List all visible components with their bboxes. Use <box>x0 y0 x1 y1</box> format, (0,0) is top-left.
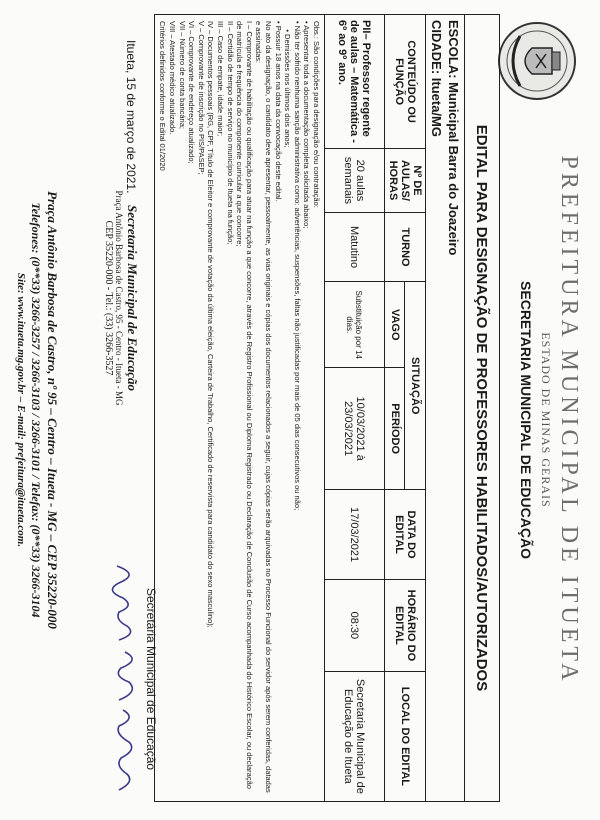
row-aulas: 20 aulas semanais <box>325 149 385 213</box>
header-conteudo: CONTEÚDO OU FUNÇÃO <box>385 15 426 149</box>
doc-item: V – Comprovante de inscrição no PIS/PASEP; <box>196 21 206 175</box>
criteria-note: Critérios definidos conforme o Edital 01/2020 <box>158 21 168 171</box>
row-periodo: 10/03/2021 à 23/03/2021 <box>325 368 385 490</box>
row-local-edital: Secretaria Municipal de Educação de Itueta <box>325 671 385 801</box>
stamp-line-3: CEP 35220-000 - Tel.: (33) 3266-3527 <box>103 220 114 376</box>
header-situacao: SITUAÇÃO <box>405 282 426 490</box>
stamp-line-1: Secretaria Municipal de Educação <box>125 205 140 391</box>
row-vago: Substituição por 14 dias. <box>325 282 385 368</box>
municipal-coat-of-arms-icon <box>494 18 580 104</box>
header-periodo: PERÍODO <box>385 368 406 490</box>
obs-item: • Possuir 18 anos na data da convocação deste edital. <box>273 21 283 202</box>
obs-item: • Não ter sofrido nenhuma sanção administrativa como: advertências, suspensões, faltas não justificadas por mais de 05 dias consecutivos ou não; <box>292 21 302 511</box>
prefeitura-title: PREFEITURA MUNICIPAL DE ITUETA <box>556 155 582 685</box>
school-block <box>426 15 465 802</box>
secretaria-label: SECRETARIA MUNICIPAL DE EDUCAÇÃO <box>518 281 534 559</box>
doc-item: I – Comprovante de habilitação ou qualificação para atuar na função a que concorre, através de Registro Profissional ou Diploma Registrado ou Declaração de Conclusão de Curso acompanhada do Histórico Escolar, ou declaração de matrícula e frequência do componente curricular a que concorre; <box>235 21 254 789</box>
institution-stamp <box>103 168 140 428</box>
footer-site: Site: www.itueta.mg.gov.br – E-mail: prefeitura@itueta.com. <box>15 272 27 548</box>
docs-intro: No ato da designação, o candidato deve apresentar, pessoalmente, as vias originais e cópias dos documentos relacionados a seguir, cujas cópias serão arquivadas no Processo Funcional do servidor após serem conferidas, datadas e assinadas: <box>254 21 274 793</box>
header-aulas: Nº DE AULAS/ HORAS <box>385 149 426 213</box>
page-footer <box>15 20 60 800</box>
doc-item: VII – Número de conta bancária; <box>177 21 187 129</box>
header-vago: VAGO <box>385 282 406 368</box>
obs-item: • Demissões nos últimos dois anos; <box>283 21 293 148</box>
obs-item: • Apresentar toda a documentação completa solicitada abaixo; <box>302 21 312 229</box>
observations-block <box>154 15 324 802</box>
header-turno: TURNO <box>385 212 426 282</box>
letterhead <box>518 110 582 730</box>
school-name: ESCOLA: Municipal Barra do Joazeiro <box>446 20 461 256</box>
edital-title: EDITAL PARA DESIGNAÇÃO DE PROFESSORES HABILITADOS/AUTORIZADOS <box>465 15 500 802</box>
doc-item: VI – Comprovante de endereço atualizado; <box>187 21 197 164</box>
handwritten-signature-icon <box>105 560 145 800</box>
row-turno: Matutino <box>325 212 385 282</box>
estado-label: ESTADO DE MINAS GERAIS <box>539 332 553 508</box>
date-line: Itueta, 15 de março de 2021. <box>124 40 138 194</box>
doc-item: VIII – Atestado médico atualizado. <box>168 21 178 135</box>
obs-intro: Obs.: São condições para designação e/ou contratação: <box>312 21 321 208</box>
footer-phones: Telefones: (0**33) 3266-3257 / 3266-3103 / 3266-3101 / Telefax: (0**33) 3266-3104 <box>29 202 43 618</box>
signer-role: Secretária Municipal de Educação <box>144 588 158 771</box>
doc-item: II – Certidão de tempo de serviço no município de Itueta na função; <box>225 21 235 245</box>
footer-address: Praça Antônio Barbosa de Castro, nº 95 – Centro – Itueta - MG – CEP 35220-000 <box>45 191 60 629</box>
stamp-line-2: Praça Antônio Barbosa de Castro, 95 - Centro - Itueta - MG <box>114 190 124 406</box>
row-data-edital: 17/03/2021 <box>325 490 385 580</box>
header-local-edital: LOCAL DO EDITAL <box>385 671 426 801</box>
row-horario-edital: 08:30 <box>325 579 385 671</box>
header-data-edital: DATA DO EDITAL <box>385 490 426 580</box>
doc-item: IV – Documentos pessoais (RG, CPF, Título de Eleitor e comprovante de votação da última eleição, Carteira de Trabalho, Certificado de reservista para candidato do sexo masculino); <box>206 21 216 628</box>
row-conteudo: PII– Professor regente de aulas – Matemática - 6º ao 9º ano. <box>325 15 385 149</box>
header-horario-edital: HORÁRIO DO EDITAL <box>385 579 426 671</box>
edital-table <box>154 14 500 802</box>
city-name: CIDADE: Itueta/MG <box>429 20 444 137</box>
doc-item: III – Caso de empate, idade maior; <box>216 21 226 137</box>
